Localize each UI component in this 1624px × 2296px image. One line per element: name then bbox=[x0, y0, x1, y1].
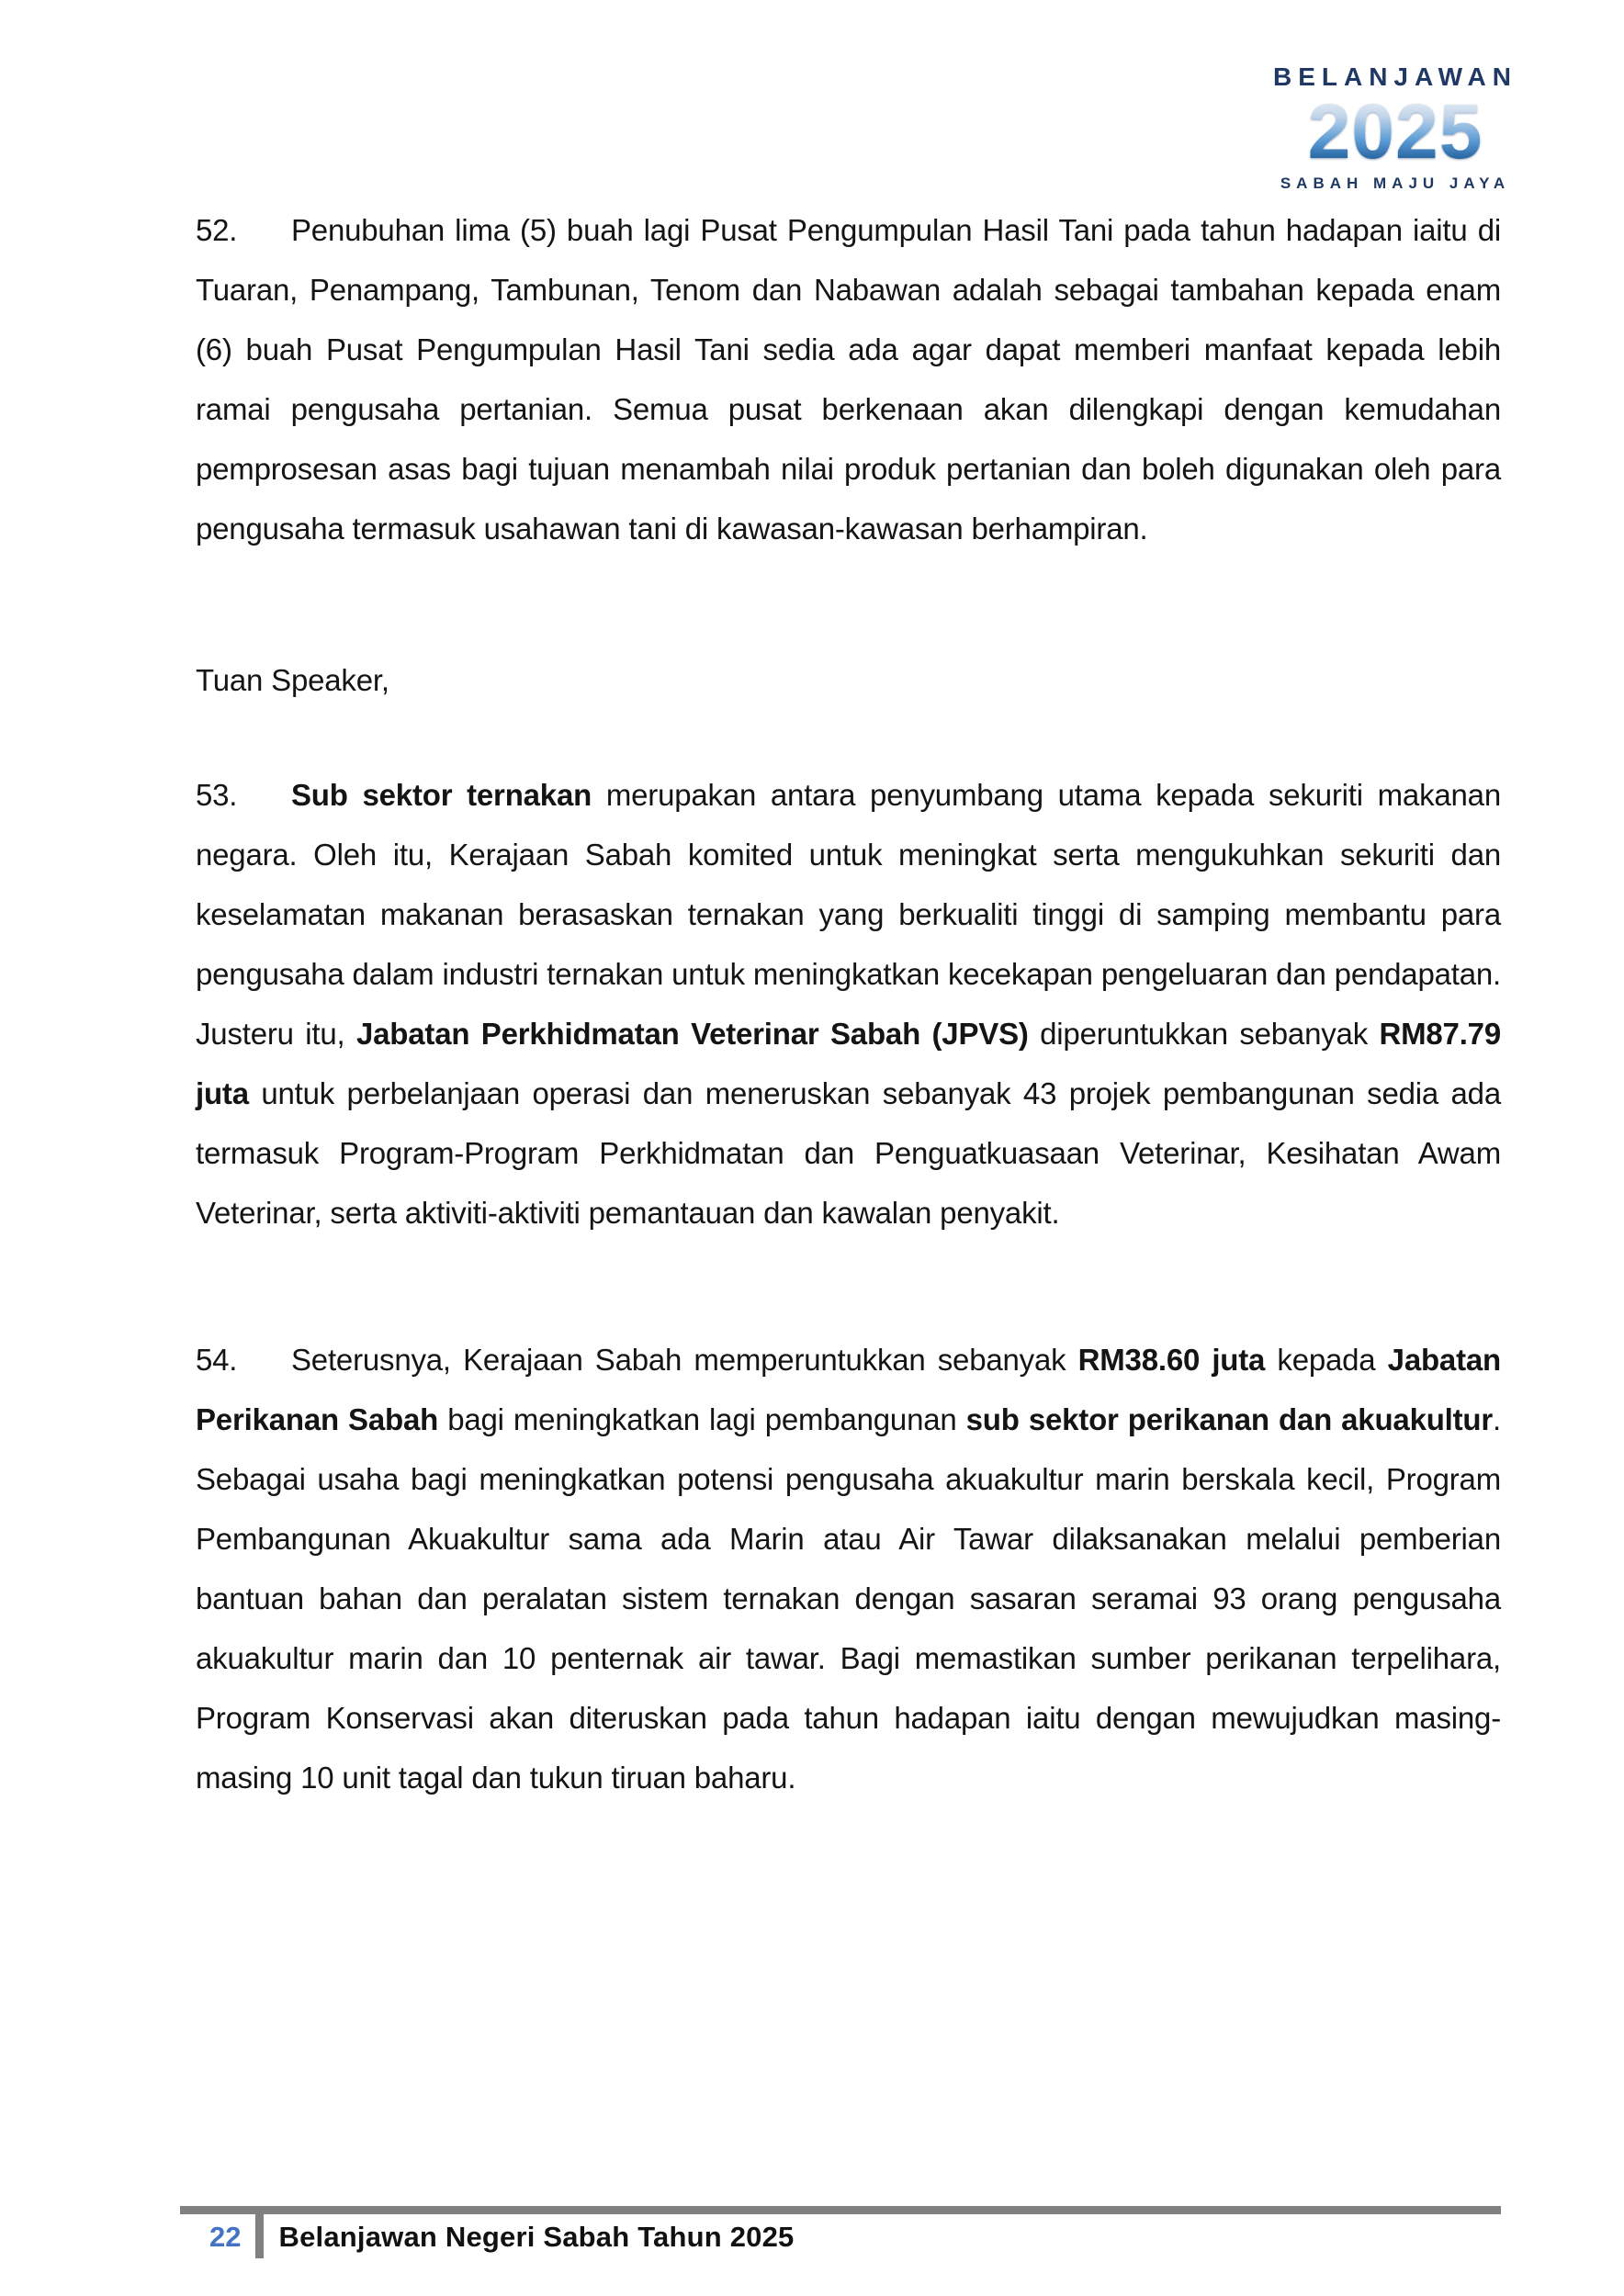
paragraph-54-number: 54. bbox=[196, 1343, 238, 1377]
logo-text-belanjawan: BELANJAWAN bbox=[1272, 62, 1517, 91]
paragraph-54 bbox=[196, 1330, 1501, 1807]
salutation-text: Tuan Speaker, bbox=[196, 663, 389, 697]
paragraph-53-text: Sub sektor ternakan merupakan antara penyumbang utama kepada sekuriti makanan negara. Oleh itu, Kerajaan Sabah komited untuk meningkat serta mengukuhkan sekuriti dan keselamatan makanan berasaskan ternakan yang berkualiti tinggi di samping membantu para pengusaha dalam industri ternakan untuk meningkatkan kecekapan pengeluaran dan pendapatan. Justeru itu, Jabatan Perkhidmatan Veterinar Sabah (JPVS) diperuntukkan sebanyak RM87.79 juta untuk perbelanjaan operasi dan meneruskan sebanyak 43 projek pembangunan sedia ada termasuk Program-Program Perkhidmatan dan Penguatkuasaan Veterinar, Kesihatan Awam Veterinar, serta aktiviti-aktiviti pemantauan dan kawalan penyakit. bbox=[196, 778, 1501, 1230]
salutation-tuan-speaker bbox=[196, 650, 1501, 710]
page-number: 22 bbox=[209, 2221, 242, 2253]
paragraph-52-number: 52. bbox=[196, 213, 238, 247]
paragraph-53-number: 53. bbox=[196, 778, 238, 812]
paragraph-52 bbox=[196, 200, 1501, 558]
logo-text-sabah-maju-jaya: SABAH MAJU JAYA bbox=[1280, 174, 1511, 192]
document-body bbox=[196, 200, 1501, 1807]
footer-document-title: Belanjawan Negeri Sabah Tahun 2025 bbox=[278, 2221, 795, 2253]
page-footer bbox=[180, 2206, 1501, 2260]
belanjawan-2025-logo bbox=[1266, 62, 1525, 193]
footer-row bbox=[180, 2214, 1501, 2260]
footer-divider-line bbox=[180, 2206, 1501, 2214]
paragraph-54-text: Seterusnya, Kerajaan Sabah memperuntukkan sebanyak RM38.60 juta kepada Jabatan Perikanan Sabah bagi meningkatkan lagi pembangunan sub sektor perikanan dan akuakultur. Sebagai usaha bagi meningkatkan potensi pengusaha akuakultur marin berskala kecil, Program Pembangunan Akuakultur sama ada Marin atau Air Tawar dilaksanakan melalui pemberian bantuan bahan dan peralatan sistem ternakan dengan sasaran seramai 93 orang pengusaha akuakultur marin dan 10 penternak air tawar. Bagi memastikan sumber perikanan terpelihara, Program Konservasi akan diteruskan pada tahun hadapan iaitu dengan mewujudkan masing-masing 10 unit tagal dan tukun tiruan baharu. bbox=[196, 1343, 1502, 1795]
logo-year-2025: 2025 bbox=[1266, 93, 1525, 170]
footer-separator-bar bbox=[255, 2207, 264, 2258]
paragraph-53 bbox=[196, 765, 1501, 1243]
paragraph-52-text: Penubuhan lima (5) buah lagi Pusat Pengumpulan Hasil Tani pada tahun hadapan iaitu di Tuaran, Penampang, Tambunan, Tenom dan Nabawan adalah sebagai tambahan kepada enam (6) buah Pusat Pengumpulan Hasil Tani sedia ada agar dapat memberi manfaat kepada lebih ramai pengusaha pertanian. Semua pusat berkenaan akan dilengkapi dengan kemudahan pemprosesan asas bagi tujuan menambah nilai produk pertanian dan boleh digunakan oleh para pengusaha termasuk usahawan tani di kawasan-kawasan berhampiran. bbox=[196, 213, 1501, 546]
